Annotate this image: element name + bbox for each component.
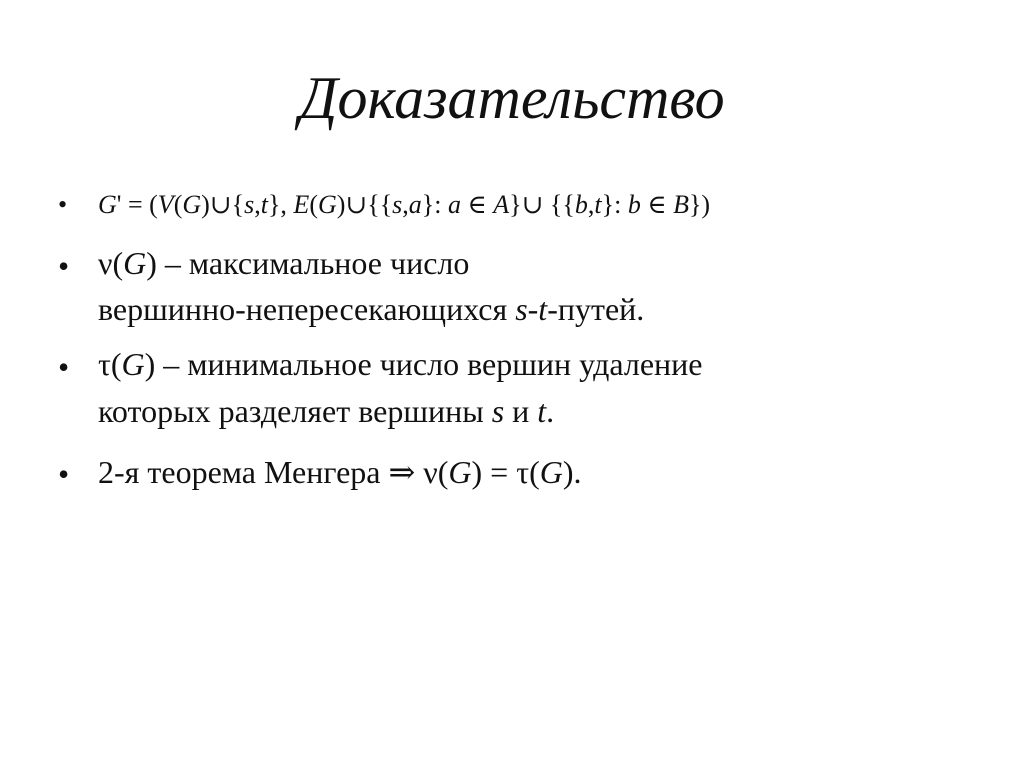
math-variable: t bbox=[260, 190, 268, 219]
text-run: и bbox=[504, 393, 538, 429]
text-run: . bbox=[546, 393, 555, 429]
math-variable: G bbox=[539, 454, 563, 490]
math-variable: a bbox=[408, 190, 422, 219]
text-run: , bbox=[254, 190, 261, 219]
text-run: - bbox=[527, 291, 539, 327]
text-run: ). bbox=[562, 454, 582, 490]
text-run: ∈ bbox=[461, 190, 494, 219]
slide-title: Доказательство bbox=[299, 65, 725, 131]
bullet-line bbox=[98, 346, 702, 383]
text-run: , bbox=[587, 190, 595, 219]
math-variable: E bbox=[293, 190, 310, 219]
text-run: ) = τ( bbox=[471, 454, 540, 490]
bullet-marker: • bbox=[58, 248, 70, 284]
math-variable: t bbox=[538, 291, 548, 327]
math-variable: b bbox=[574, 190, 588, 219]
math-variable: G bbox=[182, 190, 202, 219]
math-variable: V bbox=[157, 190, 174, 219]
text-run: }∪ {{ bbox=[509, 190, 575, 219]
text-run: τ( bbox=[98, 346, 122, 382]
math-variable: s bbox=[244, 190, 255, 219]
text-run: ) – максимальное число bbox=[146, 245, 470, 281]
math-variable: G bbox=[448, 454, 472, 490]
text-run: , bbox=[402, 190, 409, 219]
math-variable: t bbox=[537, 393, 547, 429]
math-variable: G bbox=[123, 245, 147, 281]
bullet-marker: • bbox=[58, 456, 70, 492]
text-run: ν( bbox=[98, 245, 124, 281]
text-run: )∪{{ bbox=[336, 190, 393, 219]
math-variable: t bbox=[594, 190, 602, 219]
math-variable: B bbox=[673, 190, 689, 219]
text-run: }: bbox=[421, 190, 448, 219]
text-run: }: bbox=[601, 190, 628, 219]
bullet-marker: • bbox=[58, 349, 70, 385]
math-variable: s bbox=[515, 291, 528, 327]
math-variable: A bbox=[493, 190, 510, 219]
math-variable: G bbox=[121, 346, 145, 382]
math-variable: s bbox=[491, 393, 505, 429]
text-run: -путей. bbox=[547, 291, 645, 327]
text-run: которых разделяет вершины bbox=[98, 393, 492, 429]
math-variable: b bbox=[627, 190, 641, 219]
math-variable: s bbox=[392, 190, 403, 219]
text-run: ∈ bbox=[640, 190, 674, 219]
bullet-line bbox=[98, 393, 554, 430]
bullet-line bbox=[98, 245, 469, 282]
text-run: ( bbox=[173, 190, 183, 219]
text-run: }, bbox=[267, 190, 294, 219]
bullet-line bbox=[98, 190, 710, 220]
text-run: ' = ( bbox=[116, 190, 158, 219]
bullet-marker: • bbox=[58, 190, 68, 219]
math-variable: a bbox=[448, 190, 461, 219]
text-run: }) bbox=[688, 190, 711, 219]
math-variable: G bbox=[317, 190, 337, 219]
bullet-line bbox=[98, 291, 644, 328]
text-run: вершинно-непересекающихся bbox=[98, 291, 516, 327]
math-variable: G bbox=[98, 190, 117, 219]
text-run: 2-я теорема Менгера ⇒ ν( bbox=[98, 454, 449, 490]
bullet-line bbox=[98, 453, 582, 491]
text-run: )∪{ bbox=[201, 190, 245, 219]
text-run: ( bbox=[309, 190, 318, 219]
text-run: ) – минимальное число вершин удаление bbox=[144, 346, 703, 382]
